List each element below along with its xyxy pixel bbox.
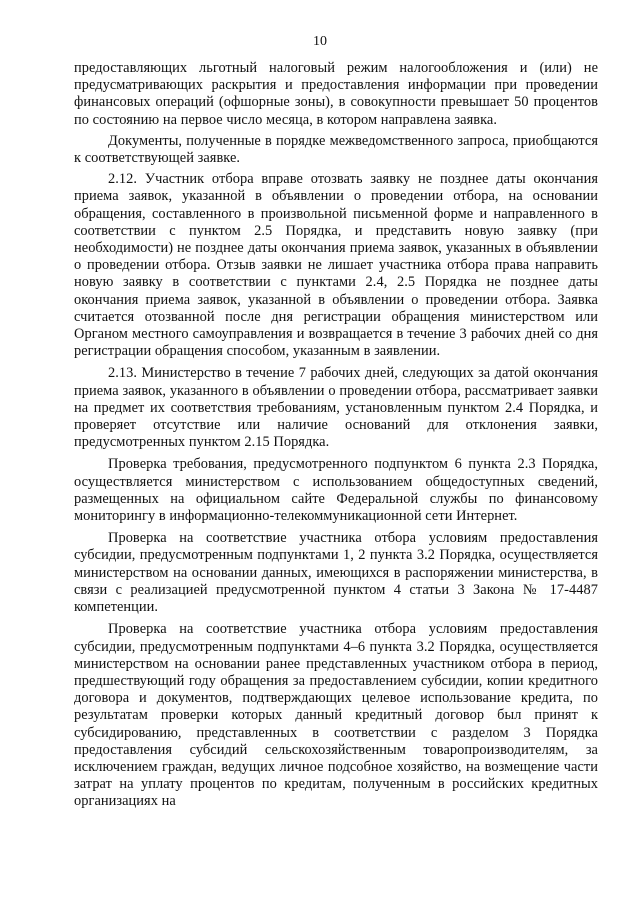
- page-number: 10: [313, 34, 327, 49]
- paragraph-check-conditions-4-6: Проверка на соответствие участника отбора условиям предоставления субсидии, предусмотренным подпунктами 4–6 пункта 3.2 Порядка, осуществляется министерством на основании ранее представленных участником отбора в период, предшествующий году обращения за предоставлением субсидии, копии кредитного договора и документов, подтверждающих целевое использование кредита, по результатам проверки которых данный кредитный договор был принят к субсидированию, представленных в соответствии с разделом 3 Порядка предоставления субсидий сельскохозяйственным товаропроизводителям, за исключением граждан, ведущих личное подсобное хозяйство, на возмещение части затрат на уплату процентов по кредитам, полученным в российских кредитных организациях на: [74, 621, 598, 810]
- paragraph-check-conditions-1-2: Проверка на соответствие участника отбора условиям предоставления субсидии, предусмотренным подпунктами 1, 2 пункта 3.2 Порядка, осуществляется министерством на основании данных, имеющихся в распоряжении министерства, в связи с реализацией предусмотренной пунктом 4 статьи 3 Закона № 17-4487 компетенции.: [74, 530, 598, 616]
- paragraph-check-requirement: Проверка требования, предусмотренного подпунктом 6 пункта 2.3 Порядка, осуществляется министерством с использованием общедоступных сведений, размещенных на официальном сайте Федеральной службы по финансовому мониторингу в информационно-телекоммуникационной сети Интернет.: [74, 456, 598, 525]
- paragraph-documents-attached: Документы, полученные в порядке межведомственного запроса, приобщаются к соответствующей заявке.: [74, 132, 598, 167]
- paragraph-2-13: 2.13. Министерство в течение 7 рабочих дней, следующих за датой окончания приема заявок, указанного в объявлении о проведении отбора, рассматривает заявки на предмет их соответствия требованиям, установленным пунктом 2.4 Порядка, и проверяет отсутствие или наличие оснований для отклонения заявки, предусмотренных пунктом 2.15 Порядка.: [74, 365, 598, 451]
- document-body: [74, 60, 598, 816]
- paragraph-continuation: предоставляющих льготный налоговый режим налогообложения и (или) не предусматривающих раскрытия и предоставления информации при проведении финансовых операций (офшорные зоны), в совокупности превышает 50 процентов по состоянию на первое число месяца, в котором направлена заявка.: [74, 60, 598, 128]
- paragraph-2-12: 2.12. Участник отбора вправе отозвать заявку не позднее даты окончания приема заявок, указанной в объявлении о проведении отбора, на основании обращения, составленного в произвольной письменной форме и направленного в соответствии с пунктом 2.5 Порядка, и представить новую заявку (при необходимости) не позднее даты окончания приема заявок, указанных в объявлении о проведении отбора. Отзыв заявки не лишает участника отбора права направить новую заявку в соответствии с пунктами 2.4, 2.5 Порядка не позднее даты окончания приема заявок, указанной в объявлении о проведении отбора. Заявка считается отозванной после дня регистрации обращения министерством или Органом местного самоуправления и возвращается в течение 3 рабочих дней со дня регистрации обращения способом, указанным в заявлении.: [74, 171, 598, 360]
